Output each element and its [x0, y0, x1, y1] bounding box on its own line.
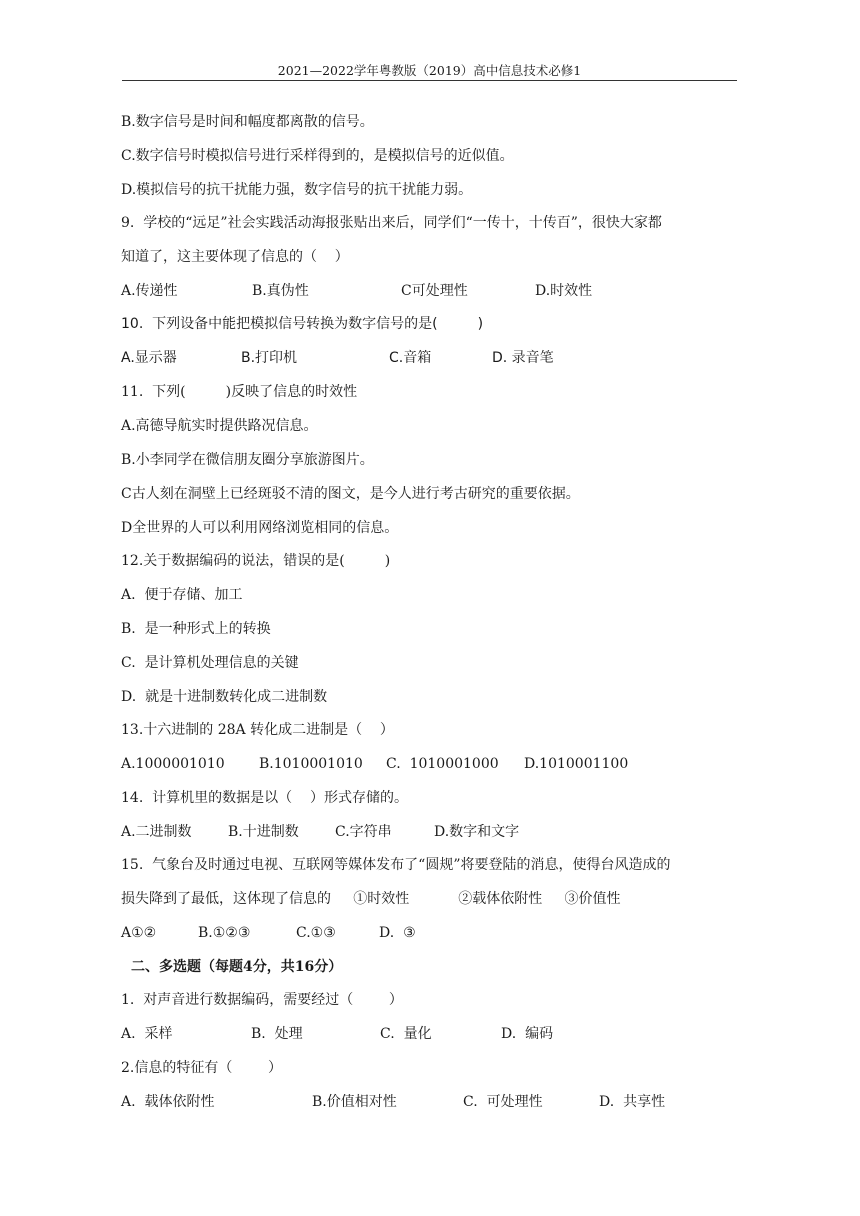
q11-option-a: A.高德导航实时提供路况信息。	[121, 418, 318, 434]
s2-q2-option-a: A. 载体依附性	[121, 1094, 215, 1110]
q13-option-a: A.1000001010	[121, 756, 225, 772]
q12-option-b: B. 是一种形式上的转换	[121, 621, 271, 637]
q12-option-c: C. 是计算机处理信息的关键	[121, 655, 299, 671]
q15-option-c: C.①③	[296, 925, 336, 941]
q12-stem: 12.关于数据编码的说法，错误的是( )	[121, 553, 391, 569]
q12-option-a: A. 便于存储、加工	[121, 587, 243, 603]
q9-option-c: C可处理性	[401, 283, 468, 299]
q13-option-c: C. 1010001000	[386, 756, 499, 772]
q10-options	[121, 348, 741, 368]
q10-stem: 10. 下列设备中能把模拟信号转换为数字信号的是( )	[121, 316, 484, 332]
q13-option-b: B.1010001010	[259, 756, 363, 772]
q13-option-d: D.1010001100	[524, 756, 629, 772]
q12-option-d: D. 就是十进制数转化成二进制数	[121, 689, 328, 705]
q14-option-a: A.二进制数	[121, 824, 192, 840]
q10-option-b: B.打印机	[241, 350, 298, 366]
q15-options	[121, 923, 741, 943]
q15-stem-line2: 损失降到了最低，这体现了信息的 ①时效性 ②载体依附性 ③价值性	[121, 891, 621, 907]
s2-q1-option-b: B. 处理	[251, 1026, 303, 1042]
q11-option-b: B.小李同学在微信朋友圈分享旅游图片。	[121, 452, 374, 468]
q10-option-a: A.显示器	[121, 350, 177, 366]
q15-option-b: B.①②③	[198, 925, 251, 941]
s2-q1-options	[121, 1024, 741, 1044]
q15-stem-line1: 15. 气象台及时通过电视、互联网等媒体发布了“圆规”将要登陆的消息，使得台风造成的	[121, 857, 671, 873]
q9-option-b: B.真伪性	[252, 283, 309, 299]
s2-q2-stem: 2.信息的特征有（ ）	[121, 1060, 282, 1076]
s2-q2-option-c: C. 可处理性	[463, 1094, 543, 1110]
s2-q1-option-a: A. 采样	[121, 1026, 173, 1042]
s2-q2-option-d: D. 共享性	[599, 1094, 666, 1110]
q14-option-b: B.十进制数	[228, 824, 299, 840]
q14-option-d: D.数字和文字	[434, 824, 520, 840]
q9-stem-line1: 9. 学校的“远足”社会实践活动海报张贴出来后，同学们“一传十，十传百”，很快大家都	[121, 215, 662, 231]
prev-option-b: B.数字信号是时间和幅度都离散的信号。	[121, 114, 374, 130]
q9-option-d: D.时效性	[535, 283, 593, 299]
s2-q1-stem: 1. 对声音进行数据编码，需要经过（ ）	[121, 992, 403, 1008]
q9-stem-line2: 知道了，这主要体现了信息的（ ）	[121, 249, 349, 265]
q14-options	[121, 822, 741, 842]
s2-q2-option-b: B.价值相对性	[312, 1094, 397, 1110]
q13-options	[121, 754, 741, 774]
q15-option-d: D. ③	[379, 925, 416, 941]
s2-q1-option-d: D. 编码	[501, 1026, 554, 1042]
prev-option-c: C.数字信号时模拟信号进行采样得到的，是模拟信号的近似值。	[121, 148, 514, 164]
q11-stem: 11. 下列( )反映了信息的时效性	[121, 384, 358, 400]
q14-option-c: C.字符串	[335, 824, 392, 840]
q9-options	[121, 281, 741, 301]
q10-option-d: D. 录音笔	[492, 350, 554, 366]
q11-option-d: D全世界的人可以利用网络浏览相同的信息。	[121, 520, 399, 536]
s2-q2-options	[121, 1092, 741, 1112]
q13-stem: 13.十六进制的 28A 转化成二进制是（ ）	[121, 722, 394, 738]
page-header: 2021—2022学年粤教版（2019）高中信息技术必修1	[122, 62, 737, 81]
s2-q1-option-c: C. 量化	[380, 1026, 432, 1042]
q10-option-c: C.音箱	[389, 350, 432, 366]
q14-stem: 14. 计算机里的数据是以（ ）形式存储的。	[121, 790, 408, 806]
q9-option-a: A.传递性	[121, 283, 178, 299]
q15-option-a: A①②	[121, 925, 157, 941]
q11-option-c: C古人刻在洞壁上已经斑驳不清的图文，是今人进行考古研究的重要依据。	[121, 486, 580, 502]
prev-option-d: D.模拟信号的抗干扰能力强，数字信号的抗干扰能力弱。	[121, 182, 473, 198]
section2-title: 二、多选题（每题4分，共16分）	[131, 959, 343, 975]
